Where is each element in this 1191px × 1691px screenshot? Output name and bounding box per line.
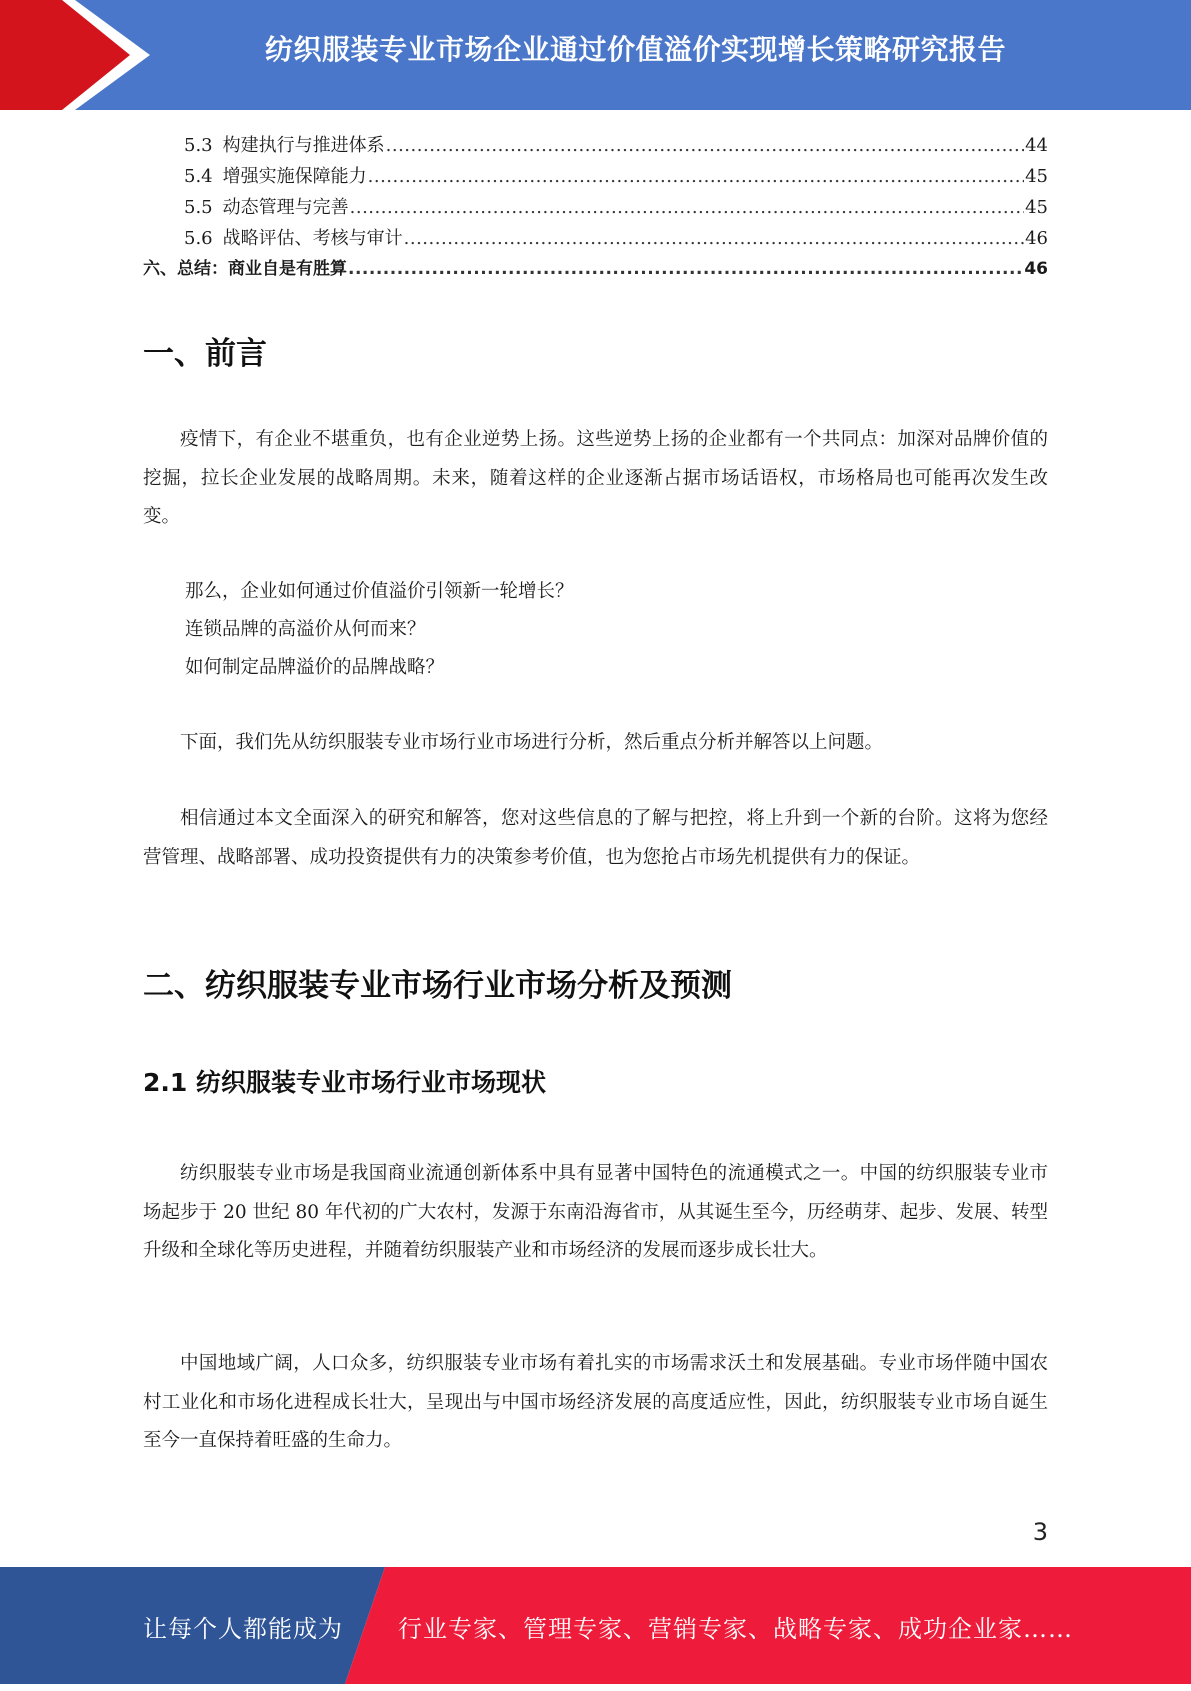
toc-entry-number: 5.5	[184, 197, 213, 218]
toc-entry-label: 六、总结：商业自是有胜算	[143, 259, 347, 279]
paragraph: 纺织服装专业市场是我国商业流通创新体系中具有显著中国特色的流通模式之一。中国的纺织服装专业市场起步于 20 世纪 80 年代初的广大农村，发源于东南沿海省市，从其诞生至今，历经萌芽、起步、发展、转型升级和全球化等历史进程，并随着纺织服装产业和市场经济的发展而逐步成长壮大。	[143, 1163, 1048, 1261]
toc-entry-main[interactable]	[143, 254, 1048, 285]
footer-slogan-left: 让每个人都能成为	[143, 1615, 343, 1643]
question-item: 那么，企业如何通过价值溢价引领新一轮增长？	[185, 581, 574, 602]
page-number: 3	[1032, 1518, 1048, 1546]
paragraph: 相信通过本文全面深入的研究和解答，您对这些信息的了解与把控，将上升到一个新的台阶。这将为您经营管理、战略部署、成功投资提供有力的决策参考价值，也为您抢占市场先机提供有力的保证。	[143, 808, 1048, 868]
toc-leader-dots	[350, 192, 1024, 223]
toc-entry-page: 46	[1025, 228, 1048, 249]
header-title: 纺织服装专业市场企业通过价值溢价实现增长策略研究报告	[264, 33, 1006, 66]
section-heading-preface: 一、前言	[143, 336, 267, 372]
toc-entry[interactable]	[143, 223, 1048, 254]
toc-leader-dots	[348, 254, 1023, 285]
toc-entry-number: 5.3	[184, 135, 213, 156]
toc-entry-label: 动态管理与完善	[222, 197, 349, 218]
toc-entry-page: 46	[1024, 259, 1048, 279]
toc-entry-page: 44	[1025, 135, 1048, 156]
toc-entry[interactable]	[143, 192, 1048, 223]
question-item: 如何制定品牌溢价的品牌战略？	[185, 657, 445, 678]
toc-entry[interactable]	[143, 130, 1048, 161]
toc-entry[interactable]	[143, 161, 1048, 192]
toc-entry-label: 增强实施保障能力	[222, 166, 367, 187]
toc-entry-label: 战略评估、考核与审计	[222, 228, 403, 249]
subsection-heading-market-status: 2.1 纺织服装专业市场行业市场现状	[143, 1068, 546, 1097]
question-list	[185, 573, 574, 687]
toc-entry-page: 45	[1025, 166, 1048, 187]
paragraph: 下面，我们先从纺织服装专业市场行业市场进行分析，然后重点分析并解答以上问题。	[180, 732, 884, 753]
table-of-contents	[143, 130, 1048, 285]
toc-entry-number: 5.4	[184, 166, 213, 187]
page-header	[0, 0, 1191, 110]
section-heading-market-analysis: 二、纺织服装专业市场行业市场分析及预测	[143, 968, 732, 1004]
header-arrow-decoration	[0, 0, 160, 110]
toc-leader-dots	[386, 130, 1024, 161]
paragraph: 中国地域广阔，人口众多，纺织服装专业市场有着扎实的市场需求沃土和发展基础。专业市场伴随中国农村工业化和市场化进程成长壮大，呈现出与中国市场经济发展的高度适应性，因此，纺织服装专业市场自诞生至今一直保持着旺盛的生命力。	[143, 1353, 1048, 1451]
page-footer	[0, 1567, 1191, 1684]
question-item: 连锁品牌的高溢价从何而来？	[185, 619, 426, 640]
paragraph: 疫情下，有企业不堪重负，也有企业逆势上扬。这些逆势上扬的企业都有一个共同点：加深对品牌价值的挖掘，拉长企业发展的战略周期。未来，随着这样的企业逐渐占据市场话语权，市场格局也可能再次发生改变。	[143, 429, 1048, 527]
footer-slogan-right: 行业专家、管理专家、营销专家、战略专家、成功企业家……	[398, 1615, 1073, 1643]
toc-leader-dots	[368, 161, 1024, 192]
toc-entry-number: 5.6	[184, 228, 213, 249]
toc-leader-dots	[404, 223, 1024, 254]
toc-entry-label: 构建执行与推进体系	[222, 135, 385, 156]
toc-entry-page: 45	[1025, 197, 1048, 218]
